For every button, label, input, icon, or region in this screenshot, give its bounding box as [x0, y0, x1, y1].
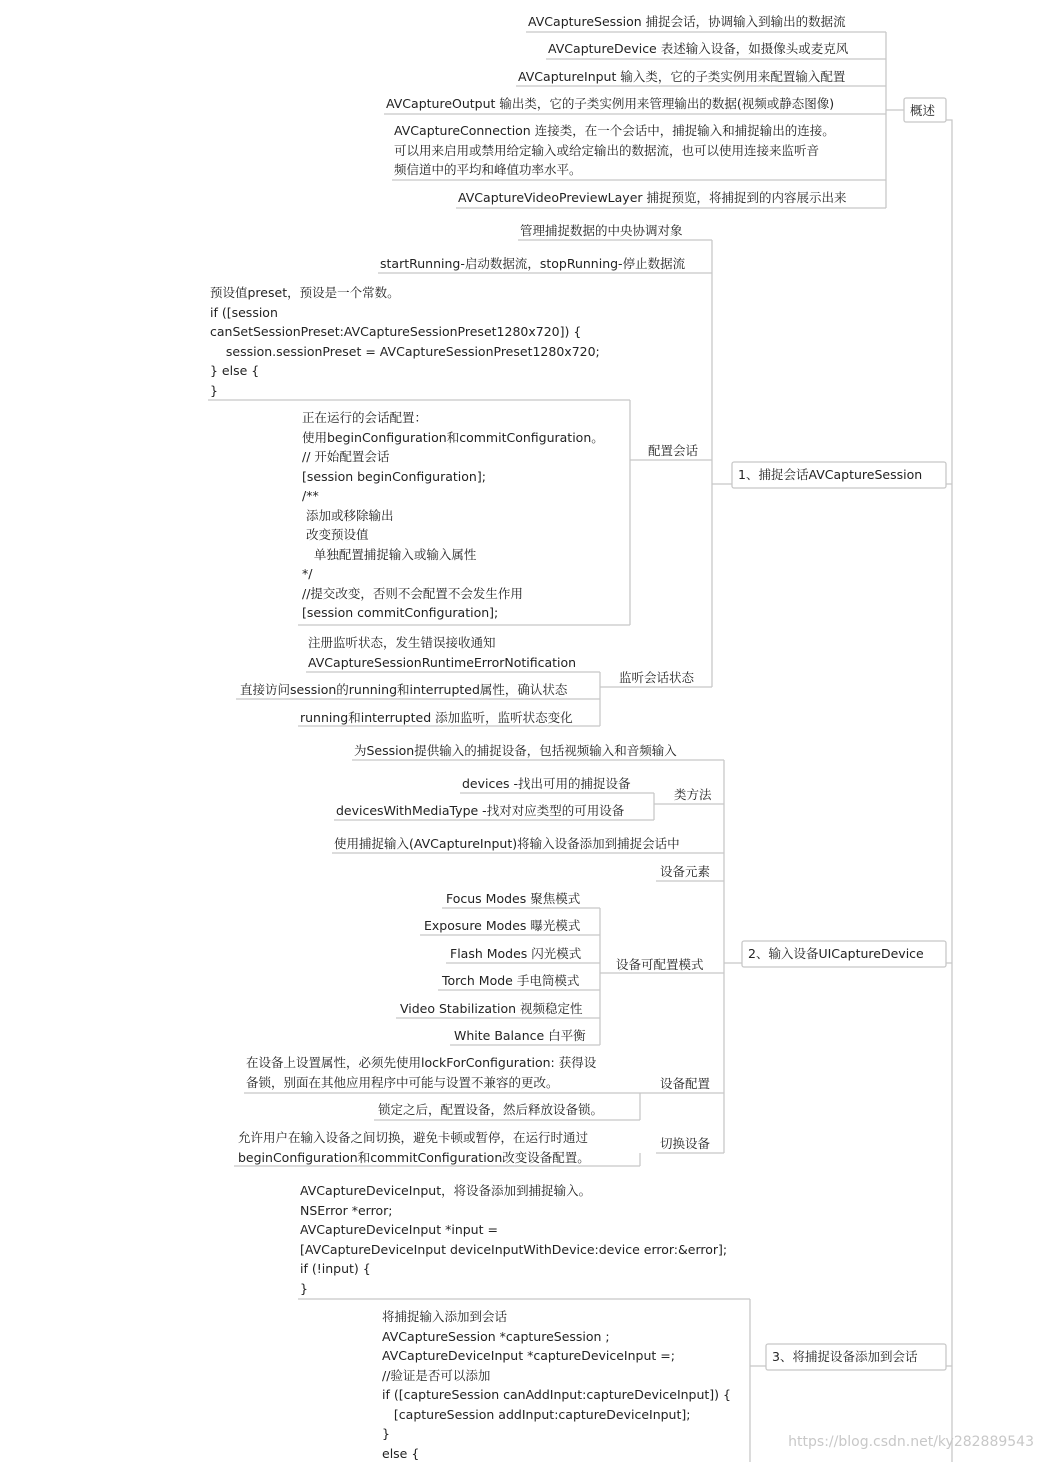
- mode-video-stabilization[interactable]: Video Stabilization 视频稳定性: [400, 1001, 583, 1016]
- device-modes-label[interactable]: 设备可配置模式: [616, 957, 704, 972]
- mode-exposure[interactable]: Exposure Modes 曝光模式: [424, 918, 581, 933]
- node-input-device[interactable]: 2、输入设备UICaptureDevice: [748, 946, 924, 961]
- session-start-stop[interactable]: startRunning-启动数据流，stopRunning-停止数据流: [380, 256, 686, 271]
- session-preset-code[interactable]: 预设值preset，预设是一个常数。 if ([session canSetSessionPreset:AVCaptureSessionPreset1280x720]) { session.sessionPreset = AVCaptureSessionPreset1280x720; } else { }: [210, 285, 600, 398]
- device-config-release[interactable]: 锁定之后，配置设备，然后释放设备锁。: [378, 1102, 604, 1117]
- device-provide-input[interactable]: 为Session提供输入的捕捉设备，包括视频输入和音频输入: [354, 743, 677, 758]
- device-elements[interactable]: 设备元素: [660, 864, 711, 879]
- mode-torch[interactable]: Torch Mode 手电筒模式: [442, 973, 580, 988]
- session-central-object[interactable]: 管理捕捉数据的中央协调对象: [520, 223, 683, 238]
- monitor-item-observe[interactable]: running和interrupted 添加监听，监听状态变化: [300, 710, 573, 725]
- overview-item-output[interactable]: AVCaptureOutput 输出类，它的子类实例用来管理输出的数据(视频或静态图像): [386, 96, 835, 111]
- device-switch-text[interactable]: 允许用户在输入设备之间切换，避免卡顿或暂停，在运行时通过 beginConfiguration和commitConfiguration改变设备配置。: [238, 1130, 590, 1165]
- monitor-item-properties[interactable]: 直接访问session的running和interrupted属性，确认状态: [240, 682, 568, 697]
- class-method-devices-with-media-type[interactable]: devicesWithMediaType -找对对应类型的可用设备: [336, 803, 625, 818]
- overview-item-input[interactable]: AVCaptureInput 输入类，它的子类实例用来配置输入配置: [518, 69, 846, 84]
- overview-item-preview-layer[interactable]: AVCaptureVideoPreviewLayer 捕捉预览，将捕捉到的内容展示出来: [458, 190, 847, 205]
- node-overview[interactable]: 概述: [910, 103, 936, 118]
- add-device-input-code[interactable]: AVCaptureDeviceInput，将设备添加到捕捉输入。 NSError *error; AVCaptureDeviceInput *input = [AVCaptureDeviceInput deviceInputWithDevice:device error:&error]; if (!input) { }: [300, 1183, 728, 1296]
- mode-focus[interactable]: Focus Modes 聚焦模式: [446, 891, 581, 906]
- mode-white-balance[interactable]: White Balance 白平衡: [454, 1028, 586, 1043]
- device-config-label[interactable]: 设备配置: [660, 1076, 711, 1091]
- device-config-lock[interactable]: 在设备上设置属性，必须先使用lockForConfiguration: 获得设 备锁，别面在其他应用程序中可能与设置不兼容的更改。: [246, 1055, 597, 1090]
- class-method-devices[interactable]: devices -找出可用的捕捉设备: [462, 776, 631, 791]
- overview-item-connection[interactable]: AVCaptureConnection 连接类，在一个会话中，捕捉输入和捕捉输出的连接。 可以用来启用或禁用给定输入或给定输出的数据流，也可以使用连接来监听音 频信道中的平均和峰值功率水平。: [394, 123, 835, 177]
- device-use-capture-input[interactable]: 使用捕捉输入(AVCaptureInput)将输入设备添加到捕捉会话中: [334, 836, 680, 851]
- add-input-to-session-code[interactable]: 将捕捉输入添加到会话 AVCaptureSession *captureSession ; AVCaptureDeviceInput *captureDeviceInput =; //验证是否可以添加 if ([captureSession canAddInput:captureDeviceInput]) { [captureSession addInput:captureDeviceInput]; } else {: [382, 1309, 731, 1461]
- watermark: https://blog.csdn.net/ky282889543: [788, 1434, 1034, 1450]
- device-class-methods-label[interactable]: 类方法: [674, 787, 712, 802]
- session-config-code[interactable]: 正在运行的会话配置： 使用beginConfiguration和commitConfiguration。 // 开始配置会话 [session beginConfiguration]; /** 添加或移除输出 改变预设值 单独配置捕捉输入或输入属性 */ //提交改变，否则不会配置不会发生作用 [session commitConfiguration];: [302, 410, 604, 620]
- overview-item-session[interactable]: AVCaptureSession 捕捉会话，协调输入到输出的数据流: [528, 14, 846, 29]
- node-capture-session[interactable]: 1、捕捉会话AVCaptureSession: [738, 467, 923, 482]
- device-switch-label[interactable]: 切换设备: [660, 1136, 711, 1151]
- overview-item-device[interactable]: AVCaptureDevice 表述输入设备，如摄像头或麦克风: [548, 41, 849, 56]
- session-config-label[interactable]: 配置会话: [648, 443, 699, 458]
- session-monitor-label[interactable]: 监听会话状态: [619, 670, 695, 685]
- monitor-item-notification[interactable]: 注册监听状态，发生错误接收通知 AVCaptureSessionRuntimeErrorNotification: [308, 635, 577, 670]
- mode-flash[interactable]: Flash Modes 闪光模式: [450, 946, 582, 961]
- node-add-device-to-session[interactable]: 3、将捕捉设备添加到会话: [772, 1349, 918, 1364]
